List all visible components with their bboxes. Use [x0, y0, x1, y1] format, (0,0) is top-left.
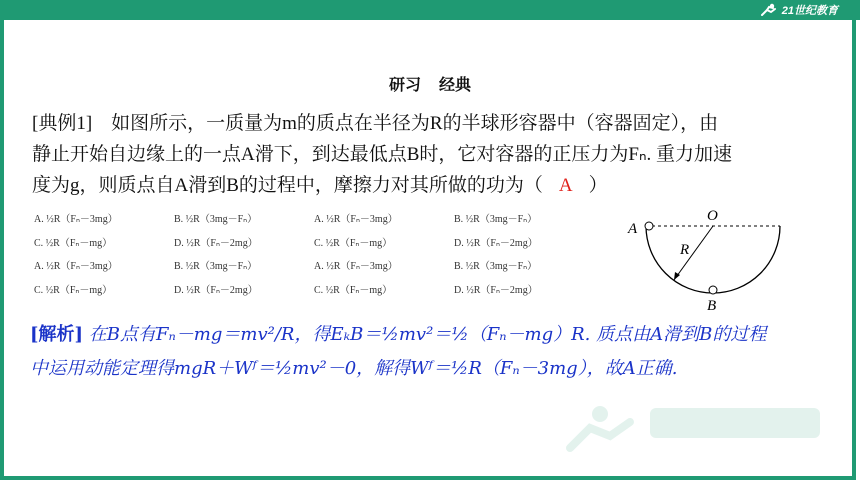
problem-line-1: [典例1] 如图所示，一质量为m的质点在半径为R的半球形容器中（容器固定），由: [32, 113, 719, 134]
top-banner: [0, 0, 860, 20]
choice-item: C. ½R（Fₙ－mg）: [34, 284, 113, 296]
analysis-text-1: 在B点有Fₙ－mg＝mv²/R，得EₖB＝½mv²＝½（Fₙ－mg）R. 质点由A滑到B的过程: [88, 324, 767, 345]
choice-item: C. ½R（Fₙ－mg）: [314, 284, 393, 296]
choice-row: [34, 206, 594, 230]
analysis-line-1: [30, 318, 830, 352]
choice-item: D. ½R（Fₙ－2mg）: [454, 237, 538, 249]
problem-line-3: [32, 170, 832, 201]
choice-row: [34, 277, 594, 301]
section-title-part1: 研习: [388, 75, 421, 94]
label-b: B: [707, 298, 717, 314]
brand-logo: [759, 1, 838, 19]
label-a: A: [628, 221, 638, 237]
label-o: O: [707, 208, 718, 224]
problem-line-3-close: ）: [588, 175, 608, 196]
watermark-logo: [560, 398, 830, 454]
choice-item: A. ½R（Fₙ－3mg）: [314, 214, 398, 226]
choice-item: C. ½R（Fₙ－mg）: [34, 237, 113, 249]
choice-item: D. ½R（Fₙ－2mg）: [174, 284, 258, 296]
choice-item: D. ½R（Fₙ－2mg）: [174, 237, 258, 249]
particle-a: [645, 222, 653, 230]
analysis-tag: [解析]: [30, 324, 84, 345]
choice-row: [34, 230, 594, 254]
choice-item: B. ½R（3mg－Fₙ）: [454, 214, 538, 226]
choice-item: B. ½R（3mg－Fₙ）: [174, 214, 258, 226]
problem-line-3-text: 度为g，则质点自A滑到B的过程中，摩擦力对其所做的功为（: [32, 175, 543, 196]
problem-line-2: 静止开始自边缘上的一点A滑下，到达最低点B时，它对容器的正压力为Fₙ. 重力加速: [32, 144, 733, 165]
problem-text: [32, 108, 832, 201]
analysis-block: [30, 318, 830, 386]
choice-item: B. ½R（3mg－Fₙ）: [174, 261, 258, 273]
particle-b: [709, 286, 717, 294]
choice-item: A. ½R（Fₙ－3mg）: [314, 261, 398, 273]
analysis-line-2: 中运用动能定理得mgR＋Wᶠ＝½mv²－0，解得Wᶠ＝½R（Fₙ－3mg），故A正确.: [30, 358, 678, 379]
choice-row: [34, 253, 594, 277]
choice-item: A. ½R（Fₙ－3mg）: [34, 261, 118, 273]
runner-icon: [759, 3, 779, 17]
section-title-part2: 经典: [439, 75, 472, 94]
choice-item: B. ½R（3mg－Fₙ）: [454, 261, 538, 273]
answer-mark: A: [558, 175, 573, 196]
choice-item: D. ½R（Fₙ－2mg）: [454, 284, 538, 296]
section-title: [0, 72, 860, 95]
bowl-arc: [646, 226, 780, 293]
choices-grid: [34, 206, 594, 300]
choice-item: A. ½R（Fₙ－3mg）: [34, 214, 118, 226]
logo-text: 21世纪教育: [781, 5, 838, 17]
label-r: R: [680, 242, 690, 258]
choice-item: C. ½R（Fₙ－mg）: [314, 237, 393, 249]
hemisphere-diagram: [624, 206, 804, 316]
